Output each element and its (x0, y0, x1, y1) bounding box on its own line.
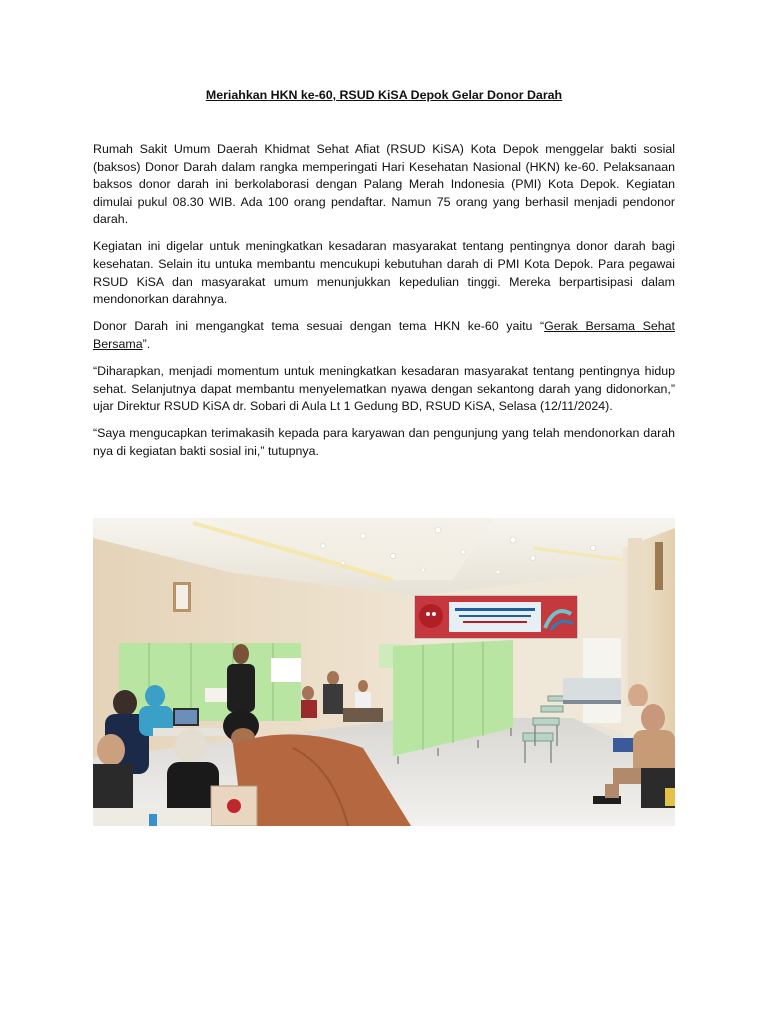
paragraph-closing: “Saya mengucapkan terimakasih kepada para karyawan dan pengunjung yang telah mendonorkan darah nya di kegiatan bakti sosial ini,” tutupnya. (93, 426, 675, 458)
theme-suffix: ”. (142, 336, 151, 351)
event-photo (93, 518, 675, 826)
theme-name: Gerak Bersama Sehat Bersama (93, 319, 675, 351)
paragraph-quote: “Diharapkan, menjadi momentum untuk meningkatkan kesadaran masyarakat tentang pentingnya hidup sehat. Selanjutnya dapat membantu menyelematkan nyawa dengan sekantong darah yang didonorkan,” ujar Direktur RSUD KiSA dr. Sobari di Aula Lt 1 Gedung BD, RSUD KiSA, Selasa (12/11/2024). (93, 364, 675, 414)
article-body (93, 141, 675, 470)
paragraph-theme (93, 318, 675, 353)
paragraph-intro: Rumah Sakit Umum Daerah Khidmat Sehat Afiat (RSUD KiSA) Kota Depok menggelar bakti sosial (baksos) Donor Darah dalam rangka memperingati Hari Kesehatan Nasional (HKN) ke-60. Pelaksanaan baksos donor darah ini berkolaborasi dengan Palang Merah Indonesia (PMI) Kota Depok. Kegiatan dimulai pukul 08.30 WIB. Ada 100 orang pendaftar. Namun 75 orang yang berhasil menjadi pendonor darah. (93, 142, 675, 227)
article-title: Meriahkan HKN ke-60, RSUD KiSA Depok Gelar Donor Darah (205, 88, 563, 102)
paragraph-purpose: Kegiatan ini digelar untuk meningkatkan kesadaran masyarakat tentang pentingnya donor darah bagi kesehatan. Selain itu untuka membantu mencukupi kebutuhan darah di PMI Kota Depok. Para pegawai RSUD KiSA dan masyarakat umum menunjukkan kepedulian tinggi. Mereka berpartisipasi dalam mendonorkan darahnya. (93, 239, 675, 307)
theme-prefix: Donor Darah ini mengangkat tema sesuai dengan tema HKN ke-60 yaitu “ (93, 319, 545, 334)
